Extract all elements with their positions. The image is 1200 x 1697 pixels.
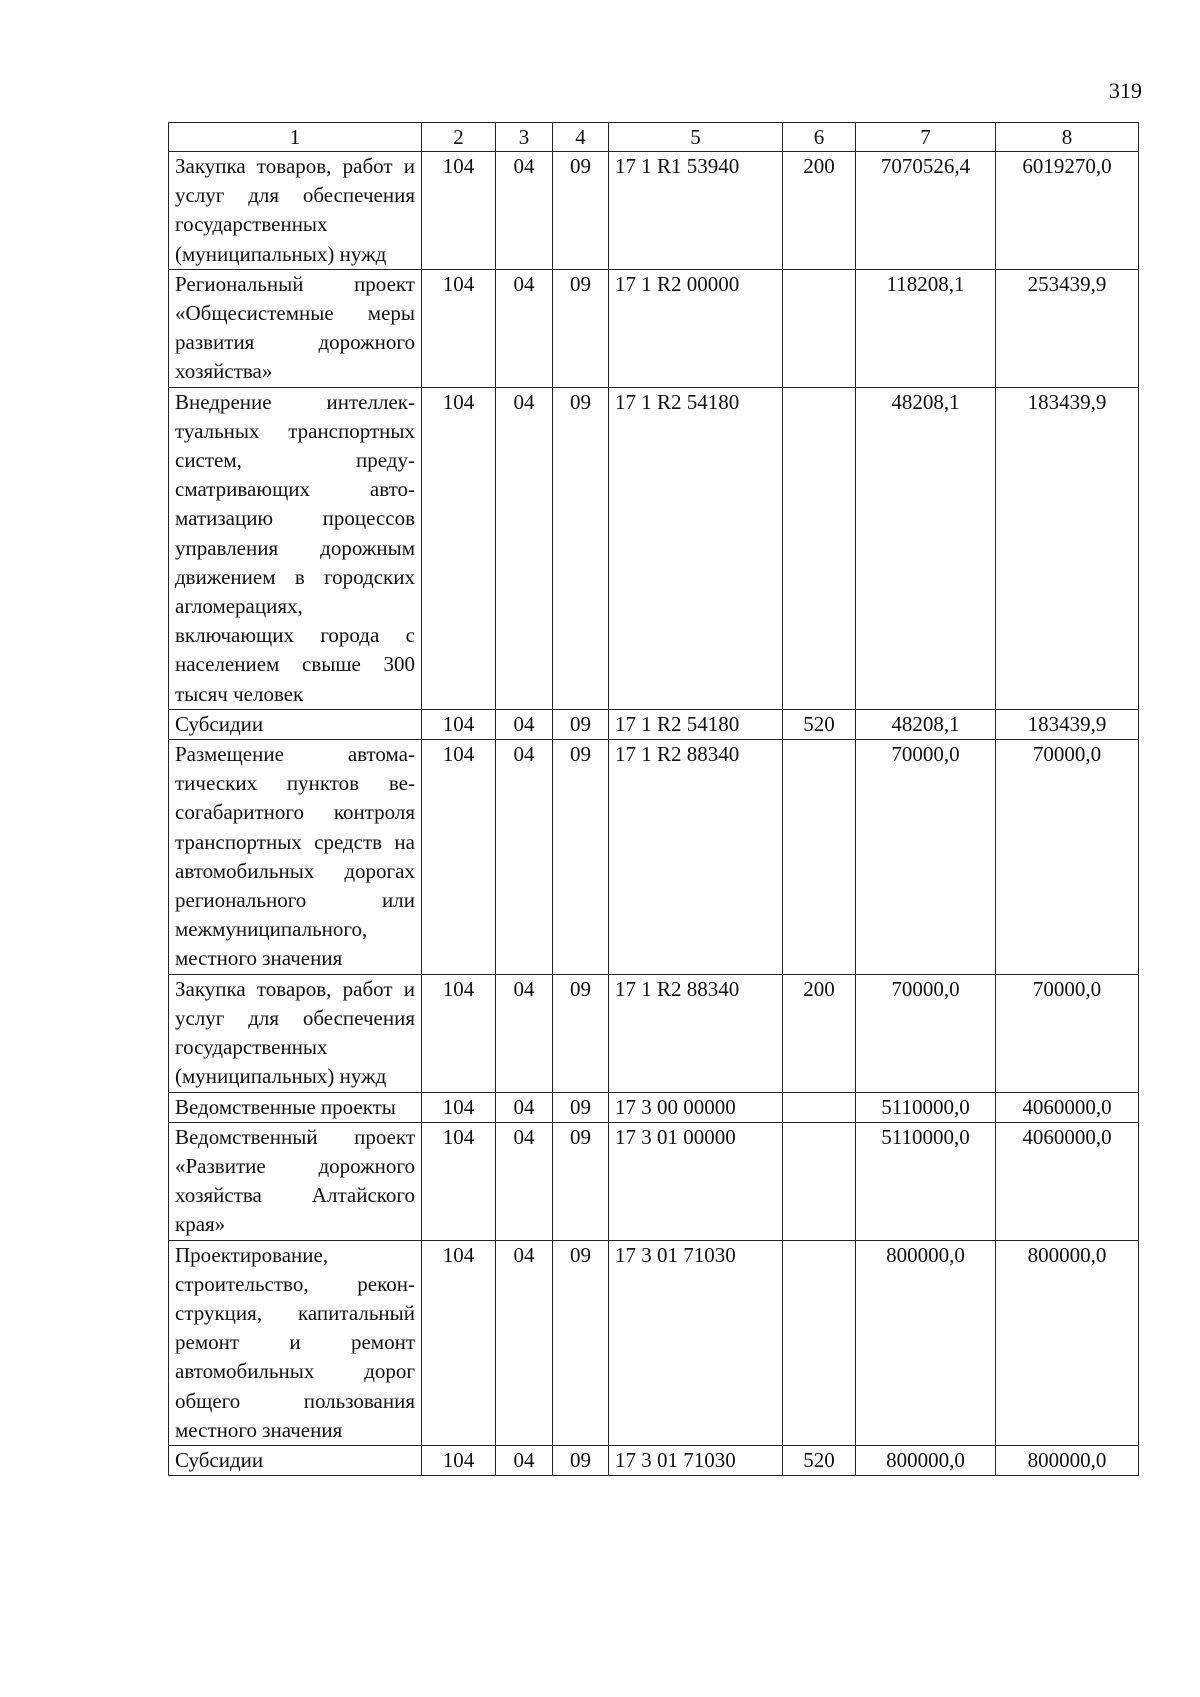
ministry-code: 104 [422,1240,496,1445]
header-col-2: 2 [422,123,496,152]
amount-year-2: 4060000,0 [996,1122,1139,1240]
section-code: 04 [496,740,553,975]
subsection-code: 09 [553,387,609,709]
page-number: 319 [1109,78,1142,103]
subsection-code: 09 [553,709,609,739]
amount-year-2: 6019270,0 [996,152,1139,270]
amount-year-2: 253439,9 [996,269,1139,387]
amount-year-1: 70000,0 [856,740,996,975]
amount-year-1: 70000,0 [856,974,996,1092]
amount-year-2: 4060000,0 [996,1092,1139,1122]
ministry-code: 104 [422,269,496,387]
target-article-code: 17 3 00 00000 [609,1092,783,1122]
item-name: Закупка товаров, работ и услуг для обеспечения государственных (муниципальных) нужд [169,974,422,1092]
table-row [169,974,1139,1092]
expense-type-code: 200 [783,974,856,1092]
target-article-code: 17 1 R2 00000 [609,269,783,387]
target-article-code: 17 1 R2 54180 [609,709,783,739]
expense-type-code [783,740,856,975]
table-row [169,1445,1139,1475]
section-code: 04 [496,1445,553,1475]
item-name: Закупка товаров, работ и услуг для обеспечения государственных (муниципальных) нужд [169,152,422,270]
header-col-3: 3 [496,123,553,152]
expense-type-code: 520 [783,709,856,739]
header-col-5: 5 [609,123,783,152]
section-code: 04 [496,387,553,709]
subsection-code: 09 [553,740,609,975]
ministry-code: 104 [422,1445,496,1475]
table-row [169,1092,1139,1122]
subsection-code: 09 [553,1122,609,1240]
subsection-code: 09 [553,1092,609,1122]
amount-year-2: 70000,0 [996,974,1139,1092]
item-name: Размещение автоматических пунктов весогабаритного контроля транспортных средств на автомобильных дорогах регионального или межмуниципального, местного значения [169,740,422,975]
section-code: 04 [496,974,553,1092]
table-row [169,152,1139,270]
table-body [169,152,1139,1476]
item-name: Ведомственный проект «Развитие дорожного хозяйства Алтайского края» [169,1122,422,1240]
table-row [169,1122,1139,1240]
subsection-code: 09 [553,1445,609,1475]
header-col-8: 8 [996,123,1139,152]
item-name: Проектирование, строительство, реконструкция, капитальный ремонт и ремонт автомобильных дорог общего пользования местного значения [169,1240,422,1445]
expense-type-code: 200 [783,152,856,270]
ministry-code: 104 [422,1122,496,1240]
amount-year-2: 183439,9 [996,387,1139,709]
expense-type-code [783,1122,856,1240]
target-article-code: 17 1 R2 88340 [609,740,783,975]
item-name: Субсидии [169,1445,422,1475]
ministry-code: 104 [422,152,496,270]
table-row [169,740,1139,975]
item-name: Региональный проект «Общесистемные меры развития дорожного хозяйства» [169,269,422,387]
header-col-1: 1 [169,123,422,152]
amount-year-1: 5110000,0 [856,1122,996,1240]
target-article-code: 17 3 01 00000 [609,1122,783,1240]
amount-year-1: 800000,0 [856,1445,996,1475]
amount-year-1: 118208,1 [856,269,996,387]
expense-type-code [783,1240,856,1445]
target-article-code: 17 1 R1 53940 [609,152,783,270]
subsection-code: 09 [553,974,609,1092]
section-code: 04 [496,269,553,387]
table-row [169,1240,1139,1445]
ministry-code: 104 [422,1092,496,1122]
amount-year-1: 48208,1 [856,387,996,709]
amount-year-2: 800000,0 [996,1445,1139,1475]
section-code: 04 [496,709,553,739]
subsection-code: 09 [553,152,609,270]
target-article-code: 17 3 01 71030 [609,1240,783,1445]
section-code: 04 [496,1240,553,1445]
amount-year-1: 800000,0 [856,1240,996,1445]
amount-year-1: 48208,1 [856,709,996,739]
header-col-7: 7 [856,123,996,152]
section-code: 04 [496,1092,553,1122]
section-code: 04 [496,1122,553,1240]
item-name: Ведомственные проекты [169,1092,422,1122]
budget-table [168,122,1139,1476]
amount-year-2: 800000,0 [996,1240,1139,1445]
amount-year-1: 5110000,0 [856,1092,996,1122]
amount-year-2: 183439,9 [996,709,1139,739]
expense-type-code [783,387,856,709]
table-row [169,709,1139,739]
amount-year-2: 70000,0 [996,740,1139,975]
expense-type-code [783,269,856,387]
target-article-code: 17 1 R2 54180 [609,387,783,709]
ministry-code: 104 [422,974,496,1092]
ministry-code: 104 [422,387,496,709]
subsection-code: 09 [553,1240,609,1445]
item-name: Субсидии [169,709,422,739]
item-name: Внедрение интеллектуальных транспортных систем, предусматривающих автоматизацию процессов управления дорожным движением в городских агломерациях, включающих города с населением свыше 300 тысяч человек [169,387,422,709]
subsection-code: 09 [553,269,609,387]
header-col-4: 4 [553,123,609,152]
expense-type-code [783,1092,856,1122]
table-row [169,387,1139,709]
ministry-code: 104 [422,709,496,739]
header-col-6: 6 [783,123,856,152]
amount-year-1: 7070526,4 [856,152,996,270]
table-row [169,269,1139,387]
target-article-code: 17 3 01 71030 [609,1445,783,1475]
table-header-row [169,123,1139,152]
section-code: 04 [496,152,553,270]
expense-type-code: 520 [783,1445,856,1475]
ministry-code: 104 [422,740,496,975]
target-article-code: 17 1 R2 88340 [609,974,783,1092]
